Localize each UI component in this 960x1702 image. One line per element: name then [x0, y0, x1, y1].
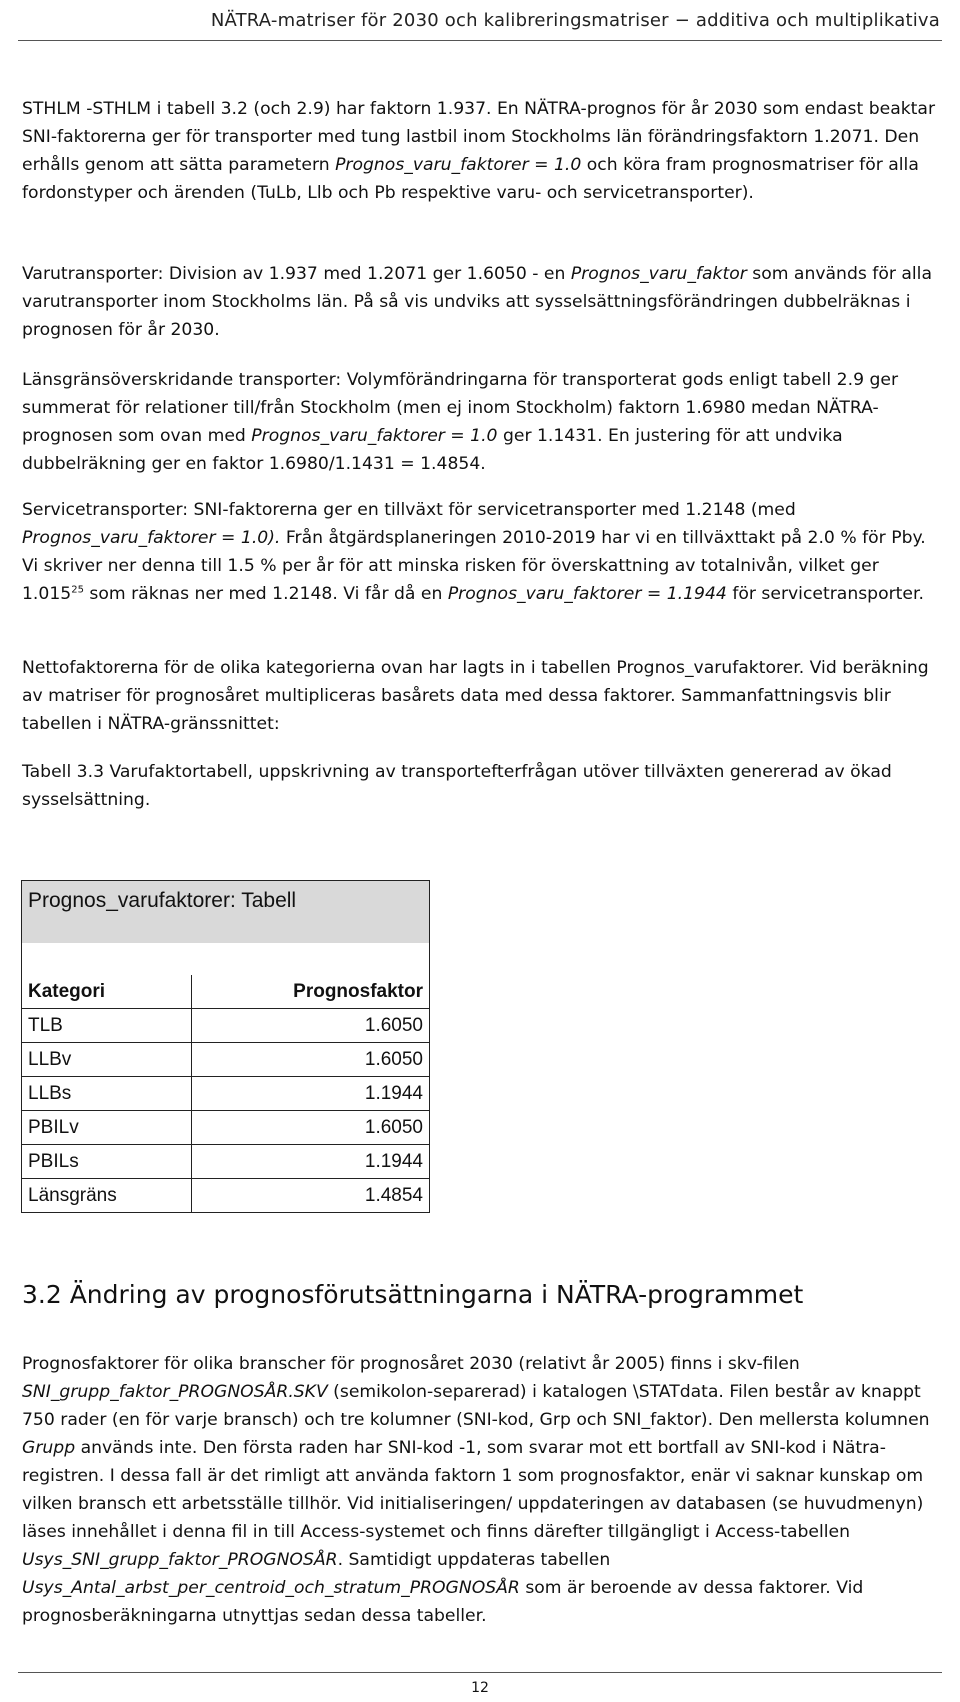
column-header-prognosfaktor: Prognosfaktor: [191, 975, 429, 1009]
page-number: 12: [471, 1680, 489, 1696]
parameter-name: Prognos_varu_faktorer = 1.0: [251, 426, 498, 446]
paragraph-varutransporter: Varutransporter: Division av 1.937 med 1.2071 ger 1.6050 - en Prognos_varu_faktor som används för alla varutransporter inom Stockholms län. På så vis undviks att sysselsättningsförändringen dubbelräknas i prognosen för år 2030.: [22, 264, 932, 340]
paragraph-heading: Länsgränsöverskridande transporter:: [22, 370, 342, 390]
access-table-name: Usys_Antal_arbst_per_centroid_och_stratum_PROGNOSÅR: [22, 1578, 520, 1598]
table-row: Länsgräns 1.4854: [22, 1179, 430, 1213]
paragraph-prognosfaktorer: Prognosfaktorer för olika branscher för prognosåret 2030 (relativt år 2005) finns i skv-filen SNI_grupp_faktor_PROGNOSÅR.SKV (semikolon-separerad) i katalogen \STATdata. Filen består av knappt 750 rader (en för varje bransch) och tre kolumner (SNI-kod, Grp och SNI_faktor). Den mellersta kolumnen Grupp används inte. Den första raden har SNI-kod -1, som svarar mot ett bortfall av SNI-kod i Nätra-registren. I dessa fall är det rimligt att använda faktorn 1 som prognosfaktor, enär vi saknar kunskap om vilken bransch ett arbetsställe tillhör. Vid initialiseringen/ uppdateringen av databasen (se huvudmenyn) läses innehållet i denna fil in till Access-systemet och finns därefter tillgängligt i Access-tabellen Usys_SNI_grupp_faktor_PROGNOSÅR. Samtidigt uppdateras tabellen Usys_Antal_arbst_per_centroid_och_stratum_PROGNOSÅR som är beroende av dessa faktorer. Vid prognosberäkningarna utnyttjas sedan dessa tabeller.: [22, 1354, 930, 1626]
column-header-kategori: Kategori: [22, 975, 192, 1009]
table-row: LLBs 1.1944: [22, 1077, 430, 1111]
table-row: PBILv 1.6050: [22, 1111, 430, 1145]
header-divider: [18, 40, 942, 41]
table-row: PBILs 1.1944: [22, 1145, 430, 1179]
varufaktor-table: [21, 880, 430, 1213]
parameter-name: Prognos_varu_faktor: [570, 264, 747, 284]
table-title: Prognos_varufaktorer: Tabell: [22, 881, 430, 944]
paragraph-intro: STHLM -STHLM i tabell 3.2 (och 2.9) har faktorn 1.937. En NÄTRA-prognos för år 2030 som endast beaktar SNI-faktorerna ger för transporter med tung lastbil inom Stockholms län förändringsfaktorn 1.2071. Den erhålls genom att sätta parametern Prognos_varu_faktorer = 1.0 och köra fram prognosmatriser för alla fordonstyper och ärenden (TuLb, Llb och Pb respektive varu- och servicetransporter).: [22, 99, 936, 203]
table-row: TLB 1.6050: [22, 1009, 430, 1043]
section-heading: 3.2 Ändring av prognosförutsättningarna i NÄTRA-programmet: [22, 1280, 804, 1309]
parameter-name: Prognos_varu_faktorer = 1.0: [335, 155, 582, 175]
exponent: 25: [71, 584, 84, 596]
paragraph-heading: Servicetransporter:: [22, 500, 189, 520]
table-caption: Tabell 3.3 Varufaktortabell, uppskrivning av transportefterfrågan utöver tillväxten genererad av ökad sysselsättning.: [22, 762, 892, 810]
running-header: NÄTRA-matriser för 2030 och kalibreringsmatriser − additiva och multiplikativa: [210, 10, 940, 31]
paragraph-lansgrans: Länsgränsöverskridande transporter: Volymförändringarna för transporterat gods enligt tabell 2.9 ger summerat för relationer till/från Stockholm (men ej inom Stockholm) faktorn 1.6980 medan NÄTRA-prognosen som ovan med Prognos_varu_faktorer = 1.0 ger 1.1431. En justering för att undvika dubbelräkning ger en faktor 1.6980/1.1431 = 1.4854.: [22, 370, 899, 474]
paragraph-heading: Varutransporter:: [22, 264, 164, 284]
parameter-name: Prognos_varu_faktorer = 1.0).: [22, 528, 281, 548]
footer-divider: [18, 1672, 942, 1673]
paragraph-nettofaktorer: Nettofaktorerna för de olika kategorierna ovan har lagts in i tabellen Prognos_varufaktorer. Vid beräkning av matriser för prognosåret multipliceras basårets data med dessa faktorer. Sammanfattningsvis blir tabellen i NÄTRA-gränssnittet:: [22, 658, 929, 734]
file-name: SNI_grupp_faktor_PROGNOSÅR.SKV: [22, 1382, 328, 1402]
access-table-name: Usys_SNI_grupp_faktor_PROGNOSÅR: [22, 1550, 338, 1570]
column-name: Grupp: [22, 1438, 76, 1458]
parameter-name: Prognos_varu_faktorer = 1.1944: [447, 584, 727, 604]
table-row: LLBv 1.6050: [22, 1043, 430, 1077]
table-name: Prognos_varufaktorer: [616, 658, 799, 678]
paragraph-servicetransporter: Servicetransporter: SNI-faktorerna ger en tillväxt för servicetransporter med 1.2148 (med Prognos_varu_faktorer = 1.0). Från åtgärdsplaneringen 2010-2019 har vi en tillväxttakt på 2.0 % för Pby. Vi skriver ner denna till 1.5 % per år för att minska risken för överskattning av totalnivån, vilket ger 1.015$^{25}$ som räknas ner med 1.2148. Vi får då en Prognos_varu_faktorer = 1.1944 för servicetransporter.: [22, 500, 926, 604]
